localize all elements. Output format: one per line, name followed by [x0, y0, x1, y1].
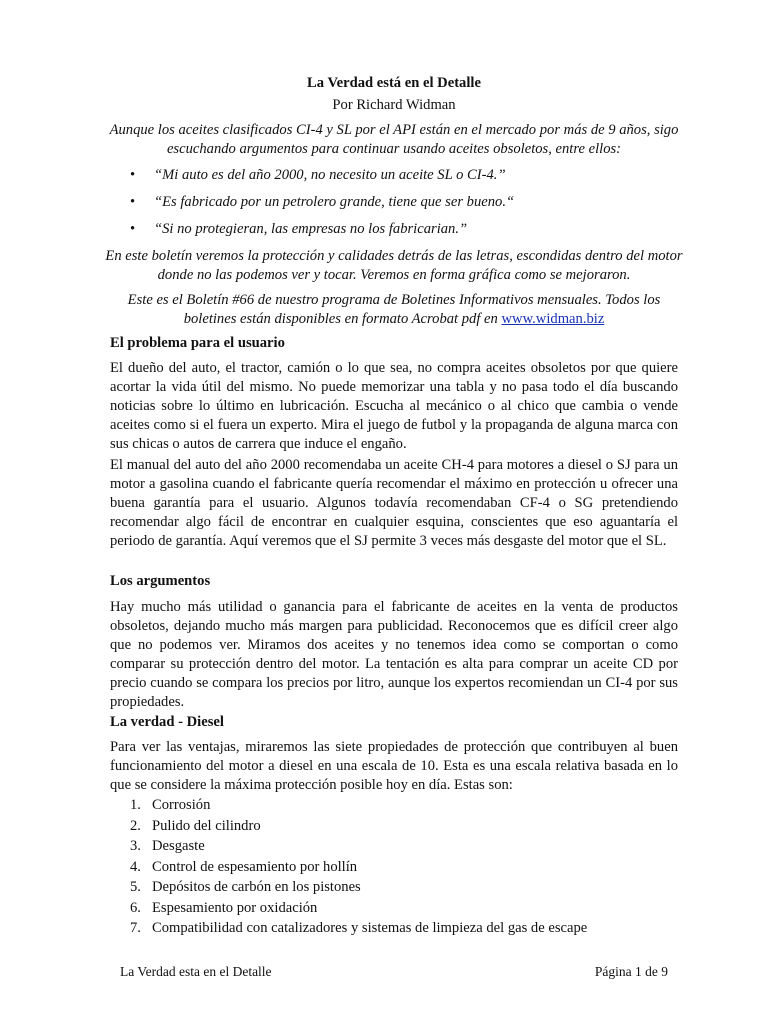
- bullet-icon: •: [130, 194, 136, 210]
- list-item-text: Depósitos de carbón en los pistones: [152, 879, 361, 895]
- paragraph-problema-1: El dueño del auto, el tractor, camión o lo que sea, no compra aceites obsoletos por que quiere acortar la vida útil del mismo. No puede memorizar una tabla y no pasa todo el día buscando noticias sobre lo último en lubricación. Escucha al mecánico o al chico que cambia o vende aceites como si el fuera un experto. Mira el juego de futbol y la propaganda de alguna marca con sus chicas o autos de carrera que induce el engaño.: [110, 360, 678, 452]
- list-number: 6.: [130, 899, 141, 916]
- paragraph-diesel-1: Para ver las ventajas, miraremos las siete propiedades de protección que contribuyen al buen funcionamiento del motor a diesel en una escala de 10. Esta es una escala relativa basada en lo que se considere la máxima protección posible hoy en día. Estas son:: [110, 739, 678, 793]
- list-item: [130, 878, 678, 899]
- paragraph-problema-2: El manual del auto del año 2000 recomendaba un aceite CH-4 para motores a diesel o SJ para un motor a gasolina cuando el fabricante quería recomendar el máximo en protección u ofrecer una buena garantía para el usuario. Algunos todavía recomendaban CF-4 o SG pretendiendo recomendar algo fácil de encontrar en cualquier esquina, conscientes que eso aguantaría el periodo de garantía. Aquí veremos que el SJ permite 3 veces más desgaste del motor que el SL.: [110, 457, 678, 549]
- property-numbered-list: [130, 796, 678, 940]
- list-item-text: Espesamiento por oxidación: [152, 899, 318, 916]
- argument-bullet-list: [130, 166, 678, 247]
- list-item: [130, 193, 678, 220]
- section-heading-diesel: La verdad - Diesel: [110, 714, 224, 730]
- list-item: [130, 817, 678, 838]
- bullet-text: “Es fabricado por un petrolero grande, tiene que ser bueno.“: [154, 194, 515, 210]
- page-number: Página 1 de 9: [594, 964, 668, 979]
- list-item-text: Corrosión: [152, 797, 211, 813]
- intro-paragraph: Aunque los aceites clasificados CI-4 y SL por el API están en el mercado por más de 9 años, sigo escuchando argumentos para continuar usando aceites obsoletos, entre ellos:: [109, 122, 679, 157]
- list-number: 2.: [130, 817, 141, 834]
- list-item: [130, 858, 678, 879]
- list-item: [130, 166, 678, 193]
- list-item: [130, 919, 678, 940]
- list-number: 3.: [130, 838, 141, 854]
- list-item-text: Compatibilidad con catalizadores y sistemas de limpieza del gas de escape: [152, 920, 588, 936]
- section-heading-problema: El problema para el usuario: [110, 335, 285, 351]
- boletin-intro-paragraph: En este boletín veremos la protección y calidades detrás de las letras, escondidas dentro del motor donde no las podemos ver y tocar. Veremos en forma gráfica como se mejoraron.: [105, 248, 683, 283]
- list-item-text: Control de espesamiento por hollín: [152, 858, 358, 875]
- list-item-text: Pulido del cilindro: [152, 817, 261, 834]
- list-item-text: Desgaste: [152, 838, 205, 854]
- bullet-icon: •: [130, 167, 136, 183]
- boletin-note-paragraph: [102, 291, 686, 329]
- list-item: [130, 220, 678, 247]
- section-heading-argumentos: Los argumentos: [110, 573, 211, 589]
- list-item: [130, 837, 678, 858]
- list-number: 4.: [130, 858, 141, 875]
- list-item: [130, 899, 678, 920]
- list-number: 1.: [130, 797, 141, 813]
- list-number: 7.: [130, 920, 141, 936]
- author-line: Por Richard Widman: [332, 97, 456, 113]
- footer-title: La Verdad esta en el Detalle: [120, 964, 272, 979]
- bullet-text: “Si no protegieran, las empresas no los fabricarian.”: [154, 221, 468, 237]
- list-item: [130, 796, 678, 817]
- bullet-icon: •: [130, 221, 136, 237]
- paragraph-argumentos-1: Hay mucho más utilidad o ganancia para el fabricante de aceites en la venta de productos obsoletos, dejando mucho más margen para publicidad. Reconocemos que es difícil creer algo que no podemos ver. Miramos dos aceites y no tenemos idea como se comportan o como comparar su protección dentro del motor. La tentación es alta para comprar un aceite CD por precio cuando se compara los precios por litro, aunque los expertos recomiendan un CI-4 por sus propiedades.: [110, 599, 678, 710]
- page-title: La Verdad está en el Detalle: [307, 75, 481, 91]
- list-number: 5.: [130, 879, 141, 895]
- bullet-text: “Mi auto es del año 2000, no necesito un aceite SL o CI-4.”: [154, 167, 506, 183]
- boletin-note-text: Este es el Boletín #66 de nuestro programa de Boletines Informativos mensuales. Todos los boletines están disponibles en formato Acrobat pdf en: [127, 292, 661, 327]
- widman-link[interactable]: www.widman.biz: [501, 311, 605, 327]
